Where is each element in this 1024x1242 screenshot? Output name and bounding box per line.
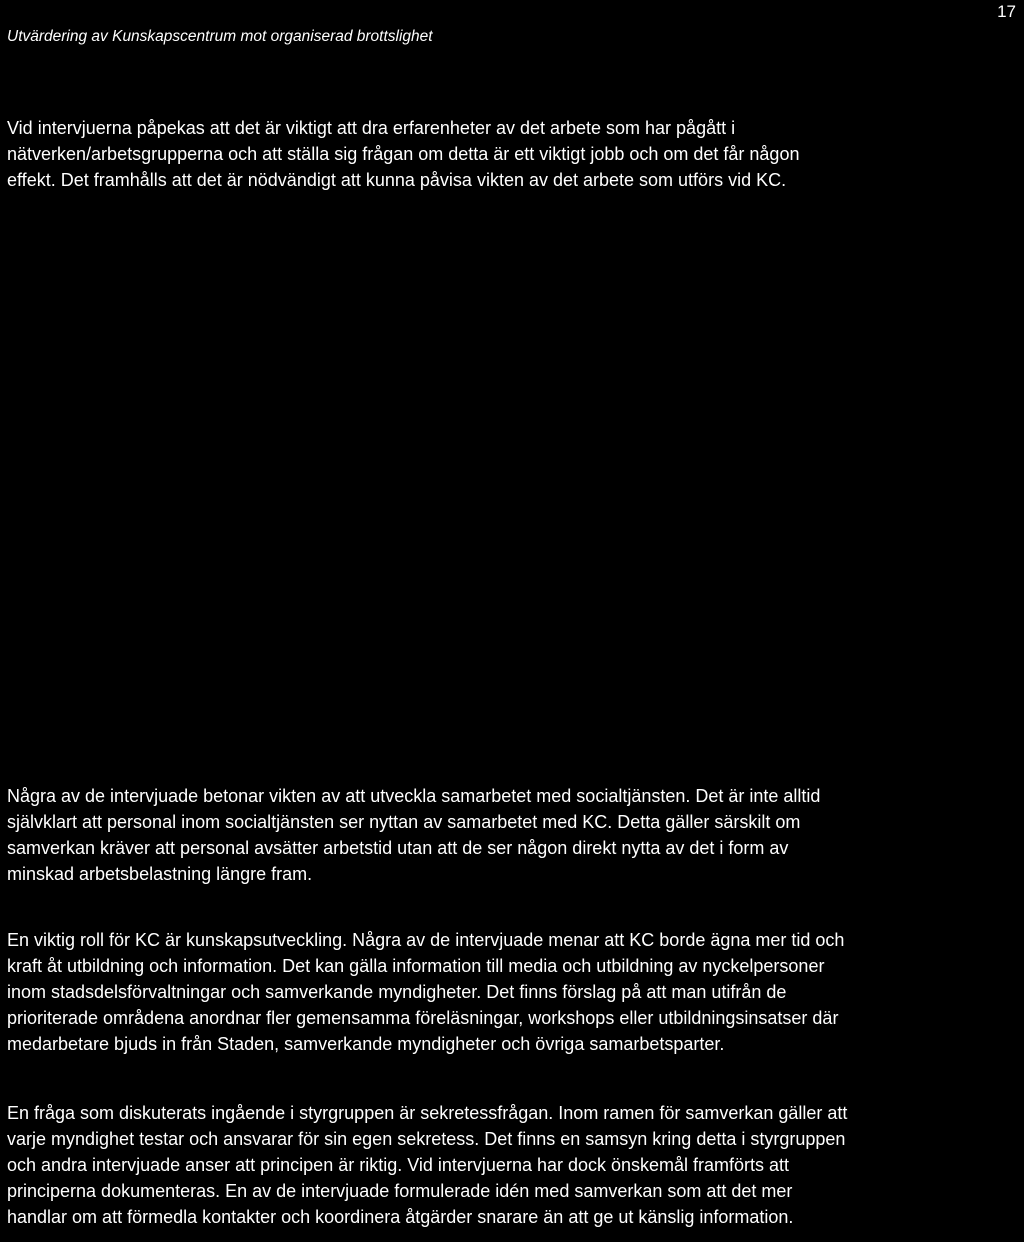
paragraph-line: varje myndighet testar och ansvarar för sin egen sekretess. Det finns en samsyn kring detta i styrgruppen <box>7 1129 846 1149</box>
paragraph-line: En viktig roll för KC är kunskapsutveckling. Några av de intervjuade menar att KC borde ägna mer tid och <box>7 930 845 950</box>
paragraph-line: inom stadsdelsförvaltningar och samverkande myndigheter. Det finns förslag på att man utifrån de <box>7 982 787 1002</box>
page-number: 17 <box>997 2 1016 21</box>
paragraph-line: handlar om att förmedla kontakter och koordinera åtgärder snarare än att ge ut känslig information. <box>7 1207 794 1227</box>
paragraph-line: effekt. Det framhålls att det är nödvändigt att kunna påvisa vikten av det arbete som utförs vid KC. <box>7 170 787 190</box>
paragraph-confidentiality <box>7 1100 1019 1230</box>
paragraph-lessons-learned <box>7 115 1019 193</box>
paragraph-line: samverkan kräver att personal avsätter arbetstid utan att de ser någon direkt nytta av det i form av <box>7 838 789 858</box>
paragraph-line: Vid intervjuerna påpekas att det är viktigt att dra erfarenheter av det arbete som har pågått i <box>7 118 736 138</box>
paragraph-line: principerna dokumenteras. En av de intervjuade formulerade idén med samverkan som att det mer <box>7 1181 793 1201</box>
paragraph-social-services <box>7 783 1019 887</box>
paragraph-line: Några av de intervjuade betonar vikten av att utveckla samarbetet med socialtjänsten. Det är inte alltid <box>7 786 821 806</box>
paragraph-knowledge-development <box>7 927 1019 1057</box>
paragraph-line: En fråga som diskuterats ingående i styrgruppen är sekretessfrågan. Inom ramen för samverkan gäller att <box>7 1103 848 1123</box>
page-header: Utvärdering av Kunskapscentrum mot organiserad brottslighet <box>7 28 433 45</box>
paragraph-line: kraft åt utbildning och information. Det kan gälla information till media och utbildning av nyckelpersoner <box>7 956 825 976</box>
paragraph-line: minskad arbetsbelastning längre fram. <box>7 864 313 884</box>
paragraph-line: medarbetare bjuds in från Staden, samverkande myndigheter och övriga samarbetsparter. <box>7 1034 725 1054</box>
paragraph-line: och andra intervjuade anser att principen är riktig. Vid intervjuerna har dock önskemål framförts att <box>7 1155 790 1175</box>
paragraph-line: nätverken/arbetsgrupperna och att ställa sig frågan om detta är ett viktigt jobb och om det får någon <box>7 144 800 164</box>
paragraph-line: självklart att personal inom socialtjänsten ser nyttan av samarbetet med KC. Detta gäller särskilt om <box>7 812 801 832</box>
paragraph-line: prioriterade områdena anordnar fler gemensamma föreläsningar, workshops eller utbildningsinsatser där <box>7 1008 839 1028</box>
